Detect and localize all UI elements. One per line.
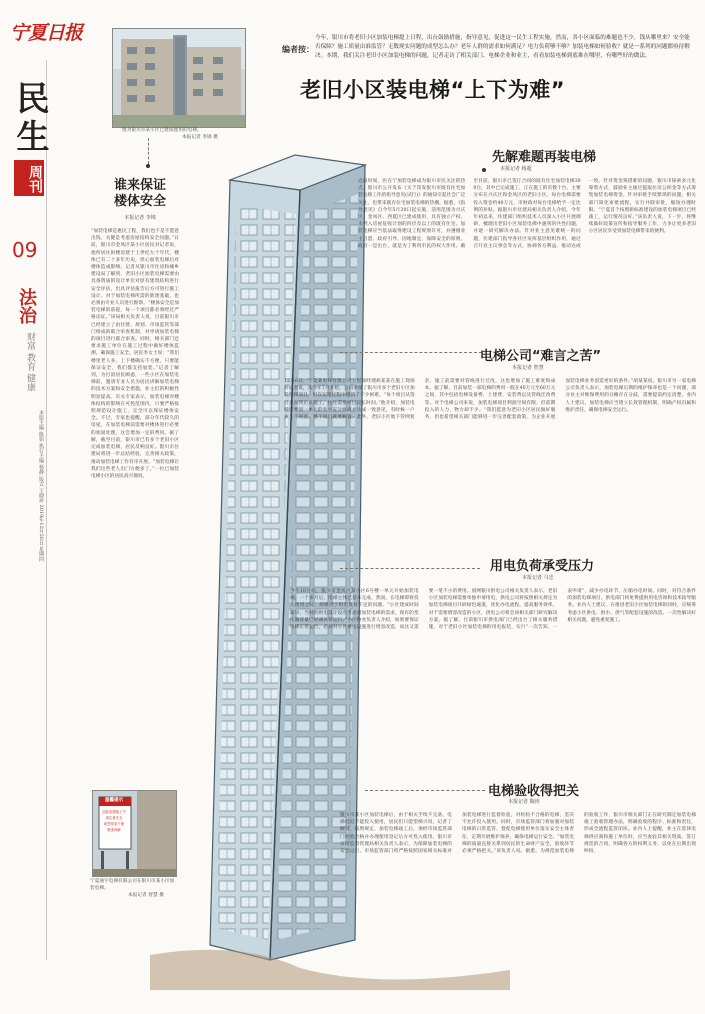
column-title: 民生	[16, 79, 50, 156]
subsection-labels: 财富 教育 健康	[25, 332, 35, 392]
photo-bottom-caption: 宁夏通宇电梯有限公司在银川市某小区加装电梯。	[90, 879, 175, 891]
editor-note-label: 编者按：	[282, 44, 314, 54]
section2-byline: 本报记者 智慧	[512, 365, 544, 371]
masthead-logo: 宁夏日报	[10, 22, 83, 44]
section4-title: 电梯验收得把关	[488, 784, 580, 799]
connector-line	[365, 790, 485, 791]
left-article-title: 谁来保证 楼体安全	[113, 178, 166, 209]
sign-line: 加装电梯施工中	[102, 810, 126, 814]
sign-title: 温馨提示	[105, 798, 123, 803]
page-number: 09	[12, 238, 38, 262]
left-article-byline: 本报记者 李锦	[124, 215, 156, 221]
section2-body: 12月6日，宁夏某电梯有限公司工程部经理胡某某在施工现场对记者说，从今年7月开始，公司承接了银川市多个老旧小区加装电梯项目，但在实施过程中遇到了不少困难。“每个项目从签订意向到正式施工，往往需要经过较长时间。”他介绍，加装电梯需要同一单元的业主充分协商并达成一致意见，有时候一户业主不同意，整个项目就要搁置。此外，老旧小区地下管网复杂，施工前需要对管线进行迁改，这也增加了施工难度和成本。据了解，目前加装一部电梯的费用一般在40万元至60万元之间，其中包括电梯设备费、土建费、安装费以及管线迁改费等。对于电梯公司来说，加装电梯项目利润空间有限，但前期投入的人力、物力却不少。“我们愿意为老旧小区居民做好服务，但也希望相关部门能够进一步完善配套政策，为企业开展加装电梯业务创造更好的条件。”胡某某说。银川市另一家电梯公司负责人表示，加装电梯后期的维护保养也是一个问题，部分业主对维保费用的分摊存在分歧，需要提前约定清楚。业内人士建议，加装电梯应当建立长效管理机制，明确产权归属和维护责任，确保电梯安全运行。	[284, 379, 696, 421]
connector-line	[148, 138, 149, 164]
section-label: 法治	[16, 288, 37, 324]
section1-byline: 本报记者 杨超	[500, 166, 532, 172]
photo-top-credit: 本报记者 李锦 摄	[182, 135, 218, 140]
photo-construction-image	[93, 791, 176, 876]
sign-line: 请注意安全	[105, 816, 123, 820]
connector-line	[340, 352, 482, 353]
sign-line: 给您带来不便	[103, 822, 125, 826]
photo-construction-site	[92, 790, 177, 877]
connector-dot	[482, 168, 486, 172]
sign-lines	[98, 809, 130, 833]
photo-bottom-credit: 本报记者 智慧 摄	[128, 893, 164, 898]
editor-info: 本版主编 陈娟 执行主编 杨静 版式 王晓珍 2019年12月26日 星期四	[38, 410, 44, 562]
section1-title: 先解难题再装电梯	[492, 150, 597, 165]
section3-body: 今年10月底，银川市金凤区某小区6号楼一单元开始加装电梯，一个多月后，电梯主体已基本完成。然而，在电梯即将投入使用之际，却遇到了用电负荷不足的问题。“小区建成时间较早，当时的供电设计没有考虑到加装电梯的需求，现有的变压器容量已经满负荷运行。”小区物业负责人介绍，如果要保证电梯正常运行，必须对小区供电设施进行增容改造，而这又需要一笔不小的费用。国网银川供电公司相关负责人表示，老旧小区加装电梯需要单独申请用电，供电公司将按照相关规定为加装电梯项目开辟绿色通道，优化办电流程，提高服务效率。对于需要增容改造的小区，供电公司将会同相关部门研究解决方案。据了解，目前银川市供电部门已经出台了相关服务措施，对于老旧小区加装电梯的用电报装，实行“一次告知、一表申请”，减少办电环节，压缩办电时间。同时，对符合条件的加装电梯项目，供电部门将免费提供用电咨询和技术指导服务。业内人士建议，在推进老旧小区加装电梯的同时，应统筹考虑小区供电、供水、供气等配套设施的改造，一次性解决好相关问题，避免重复施工。	[290, 589, 696, 631]
photo-top-caption: 图为银川市某小区已建成使用的电梯。	[122, 128, 202, 133]
section4-byline: 本报记者 陶涛	[508, 799, 540, 805]
section3-byline: 本报记者 马忠	[522, 575, 554, 581]
section2-title: 电梯公司“难言之苦”	[480, 349, 602, 364]
sign-line: 敬请谅解	[107, 828, 121, 832]
main-headline: 老旧小区装电梯“上下为难”	[300, 78, 566, 102]
left-article-body: “加装电梯是惠民工程，我们也不是不愿意出钱，关键是考虑房屋结构安全问题。”日前，银川市金凤区某小区居民对记者说，他所居住的楼房建于上世纪九十年代，楼体已有二十多年历史，担心加装电梯后对楼体造成影响。记者从银川市住房和城乡建设局了解到，老旧小区加装电梯需要由具备资质的设计单位对原有建筑结构进行安全评估，出具评估报告后方可进行施工设计。对于加装电梯所需的新建基础，也必须由专业人员进行勘察。“楼体安全是加装电梯的前提，每一个项目都必须经过严格论证。”该局相关负责人说，目前银川市已经建立了由住建、规划、市场监管等部门组成的联合审查机制，对申请加装电梯的项目进行联合审查。同时，相关部门还要求施工单位在施工过程中做好楼体监测，确保施工安全。居民李女士说：“我们楼里老人多，上下楼确实不方便，只要能保证安全，我们都支持加装。”记者了解到，为打消居民顾虑，一些小区在加装电梯前，邀请专业人员为居民讲解加装电梯的技术方案和安全措施，业主们的积极性明显提高。有关专家表示，加装电梯对楼体结构的影响在可控范围内，只要严格按照规范设计施工，完全可以保证楼体安全。不过，专家也提醒，部分年代较久的房屋，在加装电梯前需要对楼体进行必要的加固处理，这会增加一定的费用。据了解，截至目前，银川市已有多个老旧小区完成加装电梯，居民反响良好。银川市住建局将进一步总结经验，完善相关政策，推动加装电梯工作有序开展。“加装电梯让我们这些老人出门方便多了。”一位已加装电梯小区的居民高兴地说。	[91, 229, 179, 479]
editor-note: 今年，银川市将老旧小区加装电梯提上日程，出台鼓励措施，指导意见，促进这一民生工程实施。然而，各小区面临的难题也不少，钱从哪里来？安全能否保障？施工质量由谁监管？无数现实问题的成型怎么办？老年人群的需求如何满足？电力负荷够不够？加装电梯如何验收？就是一系列的问题都亟待解决。本期，我们关注老旧小区加装电梯的问题，记者走访了相关部门、电梯企业和业主，看看加装电梯到底难在哪里，有哪些好的做法。	[315, 35, 690, 59]
section3-title: 用电负荷承受压力	[490, 559, 595, 574]
connector-dot	[146, 164, 150, 168]
left-article	[98, 178, 182, 221]
section1-body: 近段时间，医在宁加装电梯成为银川市民关注的热点。银川市公开发布《关于印发银川市既有住宅加装电梯工作的指导意见(试行)》的通知引起社会广泛关注，也带来既有住宅加装电梯的热潮。据悉，《指导意见》自今年5月20日起实施，适用范围为兴庆区、金凤区、西夏区已建成使用、具有独立产权、未列入房屋征收计划的四层及以上的既有住宅。加装电梯应当依法取得建设工程规划许可，并遵循业主自愿、政府引导、因地制宜、保障安全的原则。政府一是出台，就是为了利用市民的权大作用。截至目前，银川市已签订合同的既有住宅加装电梯300台，其中已完成施工、正在施工的有数十台，主要分布在兴庆区和金凤区的老旧小区。每台电梯需要投入资金约40万元，市财政对每台电梯给予一定比例的补贴。据银川市住建局相关负责人介绍，今年年初以来，住建部门组织技术人员深入小区开展调研，梳理出老旧小区加装电梯中遇到的共性问题，并逐一研究解决办法。针对业主意见难统一的问题，住建部门指导各社区发挥基层组织作用，通过召开业主议事会等方式，协调各方利益，推动达成一致。针对资金筹措难的问题，银川市探索多元化筹资方式，鼓励业主通过提取住房公积金等方式筹集加装电梯资金。针对审批手续繁琐的问题，相关部门简化审批流程，实行并联审批，缩短办理时限。“宁夏首个按照新标准建设的加装电梯项目已经竣工，运行情况良好。”该负责人说，下一步，将继续做好政策宣传和指导服务工作，力争让更多老旧小区居民享受到加装电梯带来的便利。	[358, 179, 696, 249]
weekly-badge: 周刊	[14, 160, 44, 196]
connector-line	[340, 568, 480, 569]
section4-body: 银川市某小区加装电梯后，由于相关手续不完备，电梯迟迟不能投入使用，居民们只能望梯兴叹。记者了解到，按照规定，加装电梯竣工后，须经市场监管部门检验合格并办理使用登记后方可投入使用。银川市市场监督管理局相关负责人表示，为保障加装电梯的安全运行，市场监管部门将严格按照国家相关标准对加装电梯进行监督检验，对检验不合格的电梯，坚决不允许投入使用。同时，市场监管部门将加强对加装电梯的日常监管，督促电梯使用单位落实安全主体责任，定期开展维护保养，确保电梯运行安全。“加装电梯的质量直接关系到居民的生命财产安全，验收环节必须严格把关。”该负责人说。据悉，为规范加装电梯的验收工作，银川市相关部门正在研究制定加装电梯竣工验收管理办法，明确验收的程序、标准和责任，形成全流程监管闭环。业内人士提醒，业主在选择电梯供应商和施工单位时，应当查验其相关资质，签订规范的合同，明确各方的权利义务，以免在后期出现纠纷。	[340, 813, 696, 855]
rail-divider	[46, 60, 47, 960]
